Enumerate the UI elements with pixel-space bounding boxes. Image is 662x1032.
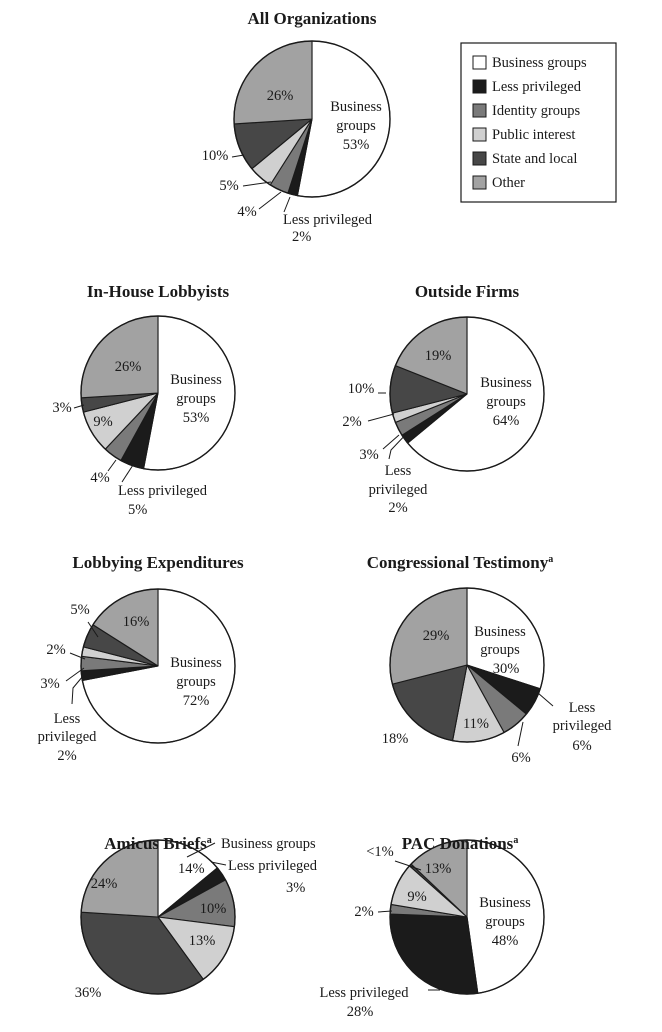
legend-swatch-business-groups [473, 56, 486, 69]
data-label-identity-groups: 2% [354, 904, 374, 920]
data-label-state-and-local: 10% [347, 381, 375, 397]
slice-label-less-privileged: Less [384, 463, 412, 479]
data-label-identity-groups: 4% [237, 204, 257, 220]
legend-item-identity-groups: Identity groups [492, 103, 581, 119]
data-label-business-groups: 64% [492, 413, 520, 429]
data-label-business-groups: 53% [182, 410, 210, 426]
data-label-less-privileged: 28% [346, 1004, 374, 1020]
data-label-identity-groups: 4% [90, 470, 110, 486]
data-label-other: 26% [114, 359, 142, 375]
slice-label-business-groups: groups [176, 674, 216, 690]
slice-label-less-privileged: privileged [37, 729, 97, 745]
chart-title: In-House Lobbyists [86, 282, 230, 301]
data-label-identity-groups: 10% [199, 901, 227, 917]
slice-label-less-privileged: Less privileged [228, 858, 317, 874]
leader-line [383, 435, 399, 449]
data-label-state-and-local: 5% [70, 602, 90, 618]
leader-line [72, 676, 83, 704]
legend-swatch-other [473, 176, 486, 189]
leader-line [368, 414, 394, 421]
slice-label-less-privileged: Less privileged [319, 985, 409, 1001]
data-label-less-privileged: 2% [388, 500, 408, 516]
legend-item-less-privileged: Less privileged [492, 79, 581, 95]
leader-line [284, 197, 290, 212]
slice-label-less-privileged: Less [568, 700, 596, 716]
data-label-other: 29% [422, 628, 450, 644]
chart-title: PAC Donations$^a$ [401, 834, 519, 853]
chart-title: Lobbying Expenditures [72, 553, 244, 572]
data-label-identity-groups: 3% [359, 447, 379, 463]
data-label-state-and-local: 3% [52, 400, 72, 416]
slice-label-business-groups: Business [170, 655, 222, 671]
slice-label-business-groups: groups [480, 642, 520, 658]
slice-label-less-privileged: Less [53, 711, 81, 727]
data-label-public-interest: 2% [342, 414, 362, 430]
pie-amicus-briefs [81, 840, 235, 994]
slice-label-business-groups: Business [170, 372, 222, 388]
data-label-less-privileged: 2% [57, 748, 77, 764]
data-label-business-groups: 14% [178, 861, 205, 877]
slice-label-business-groups: Business groups [221, 836, 316, 852]
slice-less-privileged [390, 914, 478, 994]
data-label-state-and-local: 18% [381, 731, 409, 747]
slice-other [81, 316, 158, 398]
data-label-state-and-local: 36% [74, 985, 102, 1001]
leader-line [122, 465, 133, 482]
slice-label-less-privileged: Less privileged [118, 483, 207, 499]
legend-item-public-interest: Public interest [492, 127, 576, 143]
data-label-public-interest: 9% [93, 414, 113, 430]
leader-line [538, 693, 553, 706]
data-label-public-interest: 13% [188, 933, 216, 949]
leader-line [518, 722, 523, 746]
data-label-public-interest: 9% [407, 889, 427, 905]
data-label-other: 24% [90, 876, 118, 892]
legend-swatch-public-interest [473, 128, 486, 141]
data-label-identity-groups: 3% [40, 676, 60, 692]
data-label-less-privileged: 6% [572, 738, 592, 754]
slice-label-business-groups: groups [486, 394, 526, 410]
data-label-less-privileged: 5% [128, 502, 148, 518]
slice-label-business-groups: Business [330, 99, 382, 115]
data-label-business-groups: 30% [492, 661, 520, 677]
legend-item-other: Other [492, 175, 526, 191]
data-label-other: 13% [424, 861, 452, 877]
legend-item-state-and-local: State and local [492, 151, 578, 167]
slice-label-less-privileged: privileged [552, 718, 612, 734]
data-label-other: 16% [122, 614, 150, 630]
slice-label-business-groups: Business [479, 895, 531, 911]
slice-label-less-privileged: Less privileged [283, 212, 372, 228]
legend-swatch-identity-groups [473, 104, 486, 117]
data-label-business-groups: 48% [491, 933, 519, 949]
data-label-other: 19% [424, 348, 452, 364]
slice-label-business-groups: groups [336, 118, 376, 134]
slice-label-business-groups: groups [176, 391, 216, 407]
data-label-less-privileged: 3% [286, 880, 306, 896]
data-label-public-interest: 11% [462, 716, 490, 732]
data-label-state-and-local: <1% [366, 844, 394, 860]
data-label-public-interest: 5% [219, 178, 239, 194]
slice-label-less-privileged: privileged [368, 482, 428, 498]
data-label-identity-groups: 6% [511, 750, 531, 766]
chart-title: Outside Firms [414, 282, 520, 301]
slice-label-business-groups: Business [474, 624, 526, 640]
chart-title: All Organizations [247, 9, 377, 28]
data-label-other: 26% [266, 88, 294, 104]
legend-item-business-groups: Business groups [492, 55, 587, 71]
data-label-public-interest: 2% [46, 642, 66, 658]
leader-line [259, 192, 281, 209]
leader-line [232, 155, 244, 157]
chart-title: Amicus Briefs$^a$ [104, 834, 212, 853]
data-label-state-and-local: 10% [201, 148, 229, 164]
data-label-less-privileged: 2% [292, 229, 312, 245]
data-label-business-groups: 53% [342, 137, 370, 153]
legend-swatch-state-and-local [473, 152, 486, 165]
slice-label-business-groups: Business [480, 375, 532, 391]
slice-other [234, 41, 312, 124]
data-label-business-groups: 72% [182, 693, 210, 709]
slice-label-business-groups: groups [485, 914, 525, 930]
legend-swatch-less-privileged [473, 80, 486, 93]
chart-title: Congressional Testimony$^a$ [366, 553, 554, 572]
leader-line [243, 182, 271, 186]
